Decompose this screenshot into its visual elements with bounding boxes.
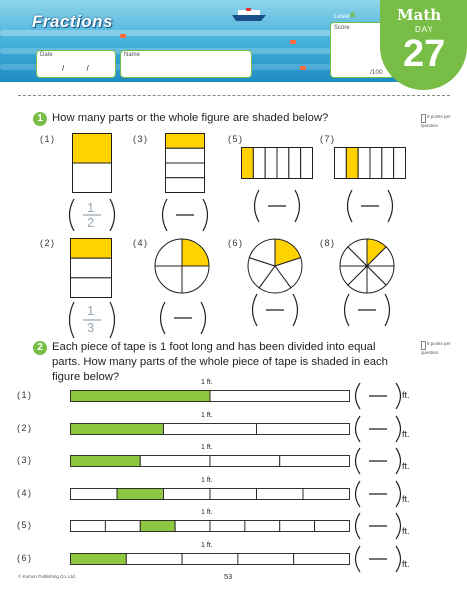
- right-paren: [396, 448, 401, 474]
- q1-label-8: (8): [320, 238, 336, 248]
- tape-part: [280, 521, 315, 532]
- tape-part: [126, 554, 182, 565]
- figure-part: [358, 148, 370, 179]
- figure-part: [301, 148, 313, 179]
- tape-part: [140, 521, 175, 532]
- tape-part: [210, 521, 245, 532]
- q1-label-7: (7): [320, 134, 336, 144]
- unit-label: 1 ft.: [201, 444, 213, 452]
- left-paren: [356, 416, 361, 442]
- q2-label-4: (4): [17, 487, 33, 498]
- figure-4: [154, 238, 210, 294]
- circle-sector: [182, 239, 209, 266]
- copyright: © Kumon Publishing Co.,Ltd.: [18, 574, 76, 579]
- left-paren: [70, 199, 75, 231]
- question-2-number: 2: [33, 341, 47, 355]
- tape-2: [70, 423, 350, 435]
- figure-part: [394, 148, 406, 179]
- tape-part: [182, 554, 238, 565]
- q1-label-5: (5): [228, 134, 244, 144]
- right-paren: [203, 199, 208, 231]
- question-2-line-1: Each piece of tape is 1 foot long and has been divided into equal: [52, 341, 376, 353]
- answer-unit: ft.: [402, 390, 410, 400]
- q1-label-3: (3): [133, 134, 149, 144]
- worksheet-header: [0, 0, 467, 82]
- q2-label-2: (2): [17, 422, 33, 433]
- tape-part: [210, 488, 257, 499]
- tape-part: [164, 488, 211, 499]
- unit-label: 1 ft.: [201, 379, 213, 386]
- badge-subject: Math: [397, 6, 442, 24]
- q2-label-5: (5): [17, 520, 33, 531]
- figure-2: [70, 238, 112, 298]
- unit-label: 1 ft.: [201, 476, 213, 484]
- right-paren: [110, 302, 115, 338]
- right-paren: [110, 199, 115, 231]
- tape-part: [245, 521, 280, 532]
- name-label: Name: [124, 52, 141, 58]
- tape-part: [238, 554, 294, 565]
- left-paren: [356, 448, 361, 474]
- left-paren: [356, 481, 361, 507]
- answer-unit: ft.: [402, 461, 410, 472]
- unit-label: 1 ft.: [201, 411, 213, 419]
- level-label: Level: [334, 13, 350, 20]
- question-2-line-3: figure below?: [52, 371, 120, 383]
- tape-part: [280, 456, 350, 467]
- tape-4: [70, 488, 350, 500]
- left-paren: [163, 199, 168, 231]
- figure-3: [165, 133, 205, 193]
- points-note-1: 8 points per question: [421, 114, 451, 128]
- tape-3: [70, 455, 350, 467]
- figure-part: [370, 148, 382, 179]
- tape-part: [303, 488, 350, 499]
- star-icon: ★: [348, 10, 357, 21]
- tape-1: [70, 390, 350, 402]
- date-label: Date: [40, 52, 53, 58]
- right-paren: [385, 294, 390, 326]
- answer-unit: ft.: [402, 493, 410, 504]
- tape-part: [294, 554, 350, 565]
- tape-answer-1-blank[interactable]: [352, 381, 404, 411]
- badge-day-number: 27: [403, 33, 446, 75]
- tape-part: [117, 488, 164, 499]
- circle-sector: [155, 266, 182, 293]
- tape-part: [140, 456, 210, 467]
- tape-answer-5-blank[interactable]: [352, 511, 404, 541]
- tape-6: [70, 553, 350, 565]
- right-paren: [396, 416, 401, 442]
- circle-sector: [182, 266, 209, 293]
- question-1-number: 1: [33, 112, 47, 126]
- figure-8: [339, 238, 395, 294]
- tape-part: [105, 521, 140, 532]
- right-paren: [396, 383, 401, 409]
- left-paren: [253, 294, 258, 326]
- tape-part: [71, 456, 141, 467]
- circle-sector: [155, 239, 182, 266]
- tape-answer-6-blank[interactable]: [352, 544, 404, 574]
- figure-5: [241, 147, 313, 179]
- q2-label-6: (6): [17, 553, 33, 563]
- q2-label-1: (1): [17, 390, 33, 400]
- answer-6-blank[interactable]: [249, 292, 301, 326]
- tape-part: [71, 488, 118, 499]
- figure-1: [72, 133, 112, 193]
- right-paren: [388, 190, 393, 222]
- answer-1-denominator: 2: [87, 215, 95, 230]
- tape-part: [71, 554, 127, 565]
- answer-8-blank[interactable]: [341, 292, 393, 326]
- tape-part: [175, 521, 210, 532]
- question-1-text: How many parts or the whole figure are shaded below?: [52, 112, 329, 124]
- figure-7: [334, 147, 406, 179]
- left-paren: [356, 383, 361, 409]
- answer-unit: ft.: [402, 559, 410, 569]
- tape-part: [315, 521, 350, 532]
- q1-label-4: (4): [133, 238, 149, 248]
- right-paren: [293, 294, 298, 326]
- answer-1-numerator: 1: [87, 200, 95, 215]
- unit-label: 1 ft.: [201, 542, 213, 549]
- tape-answer-3-blank[interactable]: [352, 446, 404, 476]
- q1-label-1: (1): [40, 134, 56, 144]
- figure-part: [382, 148, 394, 179]
- figure-part: [335, 148, 347, 179]
- score-label: Score: [334, 25, 350, 31]
- figure-part: [265, 148, 277, 179]
- tape-answer-2-blank[interactable]: [352, 414, 404, 444]
- left-paren: [348, 190, 353, 222]
- divider: [18, 95, 450, 96]
- q2-label-3: (3): [17, 455, 33, 466]
- answer-5-blank[interactable]: [251, 188, 303, 222]
- unit-label: 1 ft.: [201, 509, 213, 517]
- points-note-2: 8 points per question: [421, 341, 451, 355]
- ship-icon: [232, 8, 266, 22]
- q1-label-6: (6): [228, 238, 244, 248]
- tape-part: [210, 456, 280, 467]
- answer-unit: ft.: [402, 428, 410, 439]
- answer-3-blank[interactable]: [159, 197, 211, 231]
- date-value: / /: [62, 64, 89, 73]
- tape-part: [257, 423, 350, 434]
- right-paren: [396, 546, 401, 572]
- tape-part: [257, 488, 304, 499]
- answer-2-numerator: 1: [87, 303, 95, 318]
- badge-day-label: DAY: [415, 25, 434, 34]
- figure-part: [289, 148, 301, 179]
- q1-label-2: (2): [40, 238, 56, 248]
- figure-part: [346, 148, 358, 179]
- right-paren: [201, 302, 206, 334]
- left-paren: [255, 190, 260, 222]
- left-paren: [70, 302, 75, 338]
- answer-7-blank[interactable]: [344, 188, 396, 222]
- score-total: /100: [370, 69, 383, 76]
- left-paren: [356, 513, 361, 539]
- answer-2-denominator: 3: [87, 320, 95, 335]
- right-paren: [396, 481, 401, 507]
- left-paren: [161, 302, 166, 334]
- figure-part: [242, 148, 254, 179]
- tape-part: [71, 423, 164, 434]
- figure-part: [277, 148, 289, 179]
- tape-part: [71, 521, 106, 532]
- tape-part: [210, 391, 350, 402]
- left-paren: [345, 294, 350, 326]
- figure-6: [247, 238, 303, 294]
- answer-4-blank[interactable]: [157, 300, 209, 334]
- question-2-line-2: parts. How many parts of the whole piece of tape is shaded in each: [52, 356, 388, 368]
- tape-5: [70, 520, 350, 532]
- right-paren: [396, 513, 401, 539]
- right-paren: [295, 190, 300, 222]
- tape-part: [164, 423, 257, 434]
- tape-part: [71, 391, 211, 402]
- left-paren: [356, 546, 361, 572]
- page-number: 53: [224, 572, 233, 581]
- page-title: Fractions: [32, 12, 114, 31]
- figure-part: [253, 148, 265, 179]
- answer-unit: ft.: [402, 526, 410, 537]
- tape-answer-4-blank[interactable]: [352, 479, 404, 509]
